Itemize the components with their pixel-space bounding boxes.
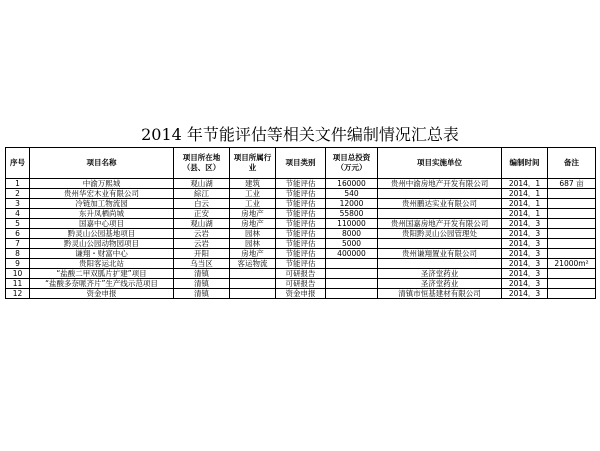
- cell-note: [548, 189, 596, 199]
- cell-investment: [326, 279, 378, 289]
- cell-name: 黔灵山公园基地项目: [30, 229, 174, 239]
- cell-location: 云岩: [174, 239, 230, 249]
- cell-seq: 7: [6, 239, 30, 249]
- header-project-type: 项目类别: [276, 148, 326, 179]
- cell-note: [548, 239, 596, 249]
- table-row: [6, 199, 596, 209]
- cell-investment: 160000: [326, 179, 378, 189]
- cell-name: 国嘉中心项目: [30, 219, 174, 229]
- cell-type: 节能评估: [276, 229, 326, 239]
- cell-unit: 清镇市恒基建材有限公司: [378, 289, 502, 299]
- cell-type: 节能评估: [276, 179, 326, 189]
- table-row: [6, 279, 596, 289]
- cell-seq: 11: [6, 279, 30, 289]
- cell-note: [548, 249, 596, 259]
- cell-time: 2014．1: [502, 189, 548, 199]
- cell-investment: 5000: [326, 239, 378, 249]
- cell-time: 2014．1: [502, 199, 548, 209]
- cell-name: 黔灵山公园动物园项目: [30, 239, 174, 249]
- cell-type: 节能评估: [276, 259, 326, 269]
- cell-industry: 工业: [230, 189, 276, 199]
- header-implementing-unit: 项目实施单位: [378, 148, 502, 179]
- cell-industry: 建筑: [230, 179, 276, 189]
- cell-type: 节能评估: [276, 209, 326, 219]
- table-row: [6, 269, 596, 279]
- cell-seq: 2: [6, 189, 30, 199]
- table-row: [6, 219, 596, 229]
- cell-type: 可研报告: [276, 269, 326, 279]
- cell-time: 2014．3: [502, 259, 548, 269]
- cell-unit: 圣济堂药业: [378, 279, 502, 289]
- cell-note: [548, 209, 596, 219]
- cell-unit: 贵州中渝房地产开发有限公司: [378, 179, 502, 189]
- cell-unit: 贵州国嘉房地产开发有限公司: [378, 219, 502, 229]
- cell-industry: 房地产: [230, 209, 276, 219]
- cell-location: 清镇: [174, 279, 230, 289]
- cell-name: 中渝万熙城: [30, 179, 174, 189]
- cell-seq: 10: [6, 269, 30, 279]
- cell-investment: 400000: [326, 249, 378, 259]
- cell-type: 可研报告: [276, 279, 326, 289]
- cell-type: 节能评估: [276, 219, 326, 229]
- cell-industry: 工业: [230, 199, 276, 209]
- table-row: [6, 259, 596, 269]
- cell-investment: 55800: [326, 209, 378, 219]
- cell-unit: 贵州鹏达实业有限公司: [378, 199, 502, 209]
- cell-note: [548, 289, 596, 299]
- table-row: [6, 209, 596, 219]
- cell-investment: 110000: [326, 219, 378, 229]
- cell-unit: 贵州谦翔置业有限公司: [378, 249, 502, 259]
- cell-name: 东升凤栖尚城: [30, 209, 174, 219]
- table-row: [6, 249, 596, 259]
- cell-industry: 园林: [230, 229, 276, 239]
- cell-name: 冷链加工物流园: [30, 199, 174, 209]
- cell-type: 节能评估: [276, 199, 326, 209]
- cell-seq: 6: [6, 229, 30, 239]
- header-compile-time: 编制时间: [502, 148, 548, 179]
- cell-type: 节能评估: [276, 189, 326, 199]
- cell-location: 綜江: [174, 189, 230, 199]
- table-header-row: [6, 148, 596, 179]
- cell-unit: 圣济堂药业: [378, 269, 502, 279]
- cell-investment: [326, 259, 378, 269]
- cell-note: 687 亩: [548, 179, 596, 189]
- cell-seq: 5: [6, 219, 30, 229]
- header-investment: 项目总投资（万元）: [326, 148, 378, 179]
- cell-industry: 园林: [230, 239, 276, 249]
- cell-seq: 1: [6, 179, 30, 189]
- cell-time: 2014．3: [502, 249, 548, 259]
- cell-unit: [378, 209, 502, 219]
- table-row: [6, 289, 596, 299]
- cell-name: 贵州华宏木业有限公司: [30, 189, 174, 199]
- cell-seq: 9: [6, 259, 30, 269]
- cell-unit: 贵阳黔灵山公园管理处: [378, 229, 502, 239]
- header-project-name: 项目名称: [30, 148, 174, 179]
- table-row: [6, 179, 596, 189]
- summary-table: [5, 147, 596, 299]
- cell-time: 2014．3: [502, 239, 548, 249]
- cell-investment: 8000: [326, 229, 378, 239]
- cell-location: 云岩: [174, 229, 230, 239]
- header-note: 备注: [548, 148, 596, 179]
- cell-location: 乌当区: [174, 259, 230, 269]
- header-location: 项目所在地（县、区）: [174, 148, 230, 179]
- cell-industry: [230, 279, 276, 289]
- cell-location: 观山湖: [174, 179, 230, 189]
- cell-type: 资金申报: [276, 289, 326, 299]
- cell-unit: [378, 189, 502, 199]
- cell-time: 2014．3: [502, 219, 548, 229]
- cell-time: 2014．3: [502, 229, 548, 239]
- cell-note: [548, 279, 596, 289]
- cell-name: 谦翔・财富中心: [30, 249, 174, 259]
- cell-investment: 540: [326, 189, 378, 199]
- page-title: 2014 年节能评估等相关文件编制情况汇总表: [141, 125, 459, 144]
- cell-industry: 房地产: [230, 219, 276, 229]
- cell-note: [548, 199, 596, 209]
- cell-location: 正安: [174, 209, 230, 219]
- cell-seq: 12: [6, 289, 30, 299]
- cell-location: 清镇: [174, 269, 230, 279]
- cell-note: [548, 269, 596, 279]
- cell-industry: 客运物流: [230, 259, 276, 269]
- cell-location: 白云: [174, 199, 230, 209]
- cell-name: “盐酸多奈哌齐片”生产线示范项目: [30, 279, 174, 289]
- table-row: [6, 189, 596, 199]
- header-seq: 序号: [6, 148, 30, 179]
- cell-location: 观山湖: [174, 219, 230, 229]
- cell-industry: 房地产: [230, 249, 276, 259]
- cell-seq: 8: [6, 249, 30, 259]
- cell-industry: [230, 289, 276, 299]
- cell-location: 开阳: [174, 249, 230, 259]
- cell-industry: [230, 269, 276, 279]
- cell-unit: [378, 239, 502, 249]
- cell-time: 2014．3: [502, 279, 548, 289]
- cell-time: 2014．1: [502, 179, 548, 189]
- cell-location: 清镇: [174, 289, 230, 299]
- cell-time: 2014．1: [502, 209, 548, 219]
- cell-note: [548, 229, 596, 239]
- cell-time: 2014．3: [502, 289, 548, 299]
- header-industry: 项目所属行业: [230, 148, 276, 179]
- table-row: [6, 229, 596, 239]
- cell-investment: [326, 289, 378, 299]
- cell-name: 贵阳客运北站: [30, 259, 174, 269]
- cell-type: 节能评估: [276, 249, 326, 259]
- cell-investment: 12000: [326, 199, 378, 209]
- cell-seq: 3: [6, 199, 30, 209]
- cell-name: “盐酸二甲双胍片扩建”项目: [30, 269, 174, 279]
- cell-investment: [326, 269, 378, 279]
- cell-seq: 4: [6, 209, 30, 219]
- cell-type: 节能评估: [276, 239, 326, 249]
- table-row: [6, 239, 596, 249]
- cell-note: [548, 219, 596, 229]
- cell-unit: [378, 259, 502, 269]
- cell-name: 资金申报: [30, 289, 174, 299]
- cell-note: 21000m²: [548, 259, 596, 269]
- cell-time: 2014．3: [502, 269, 548, 279]
